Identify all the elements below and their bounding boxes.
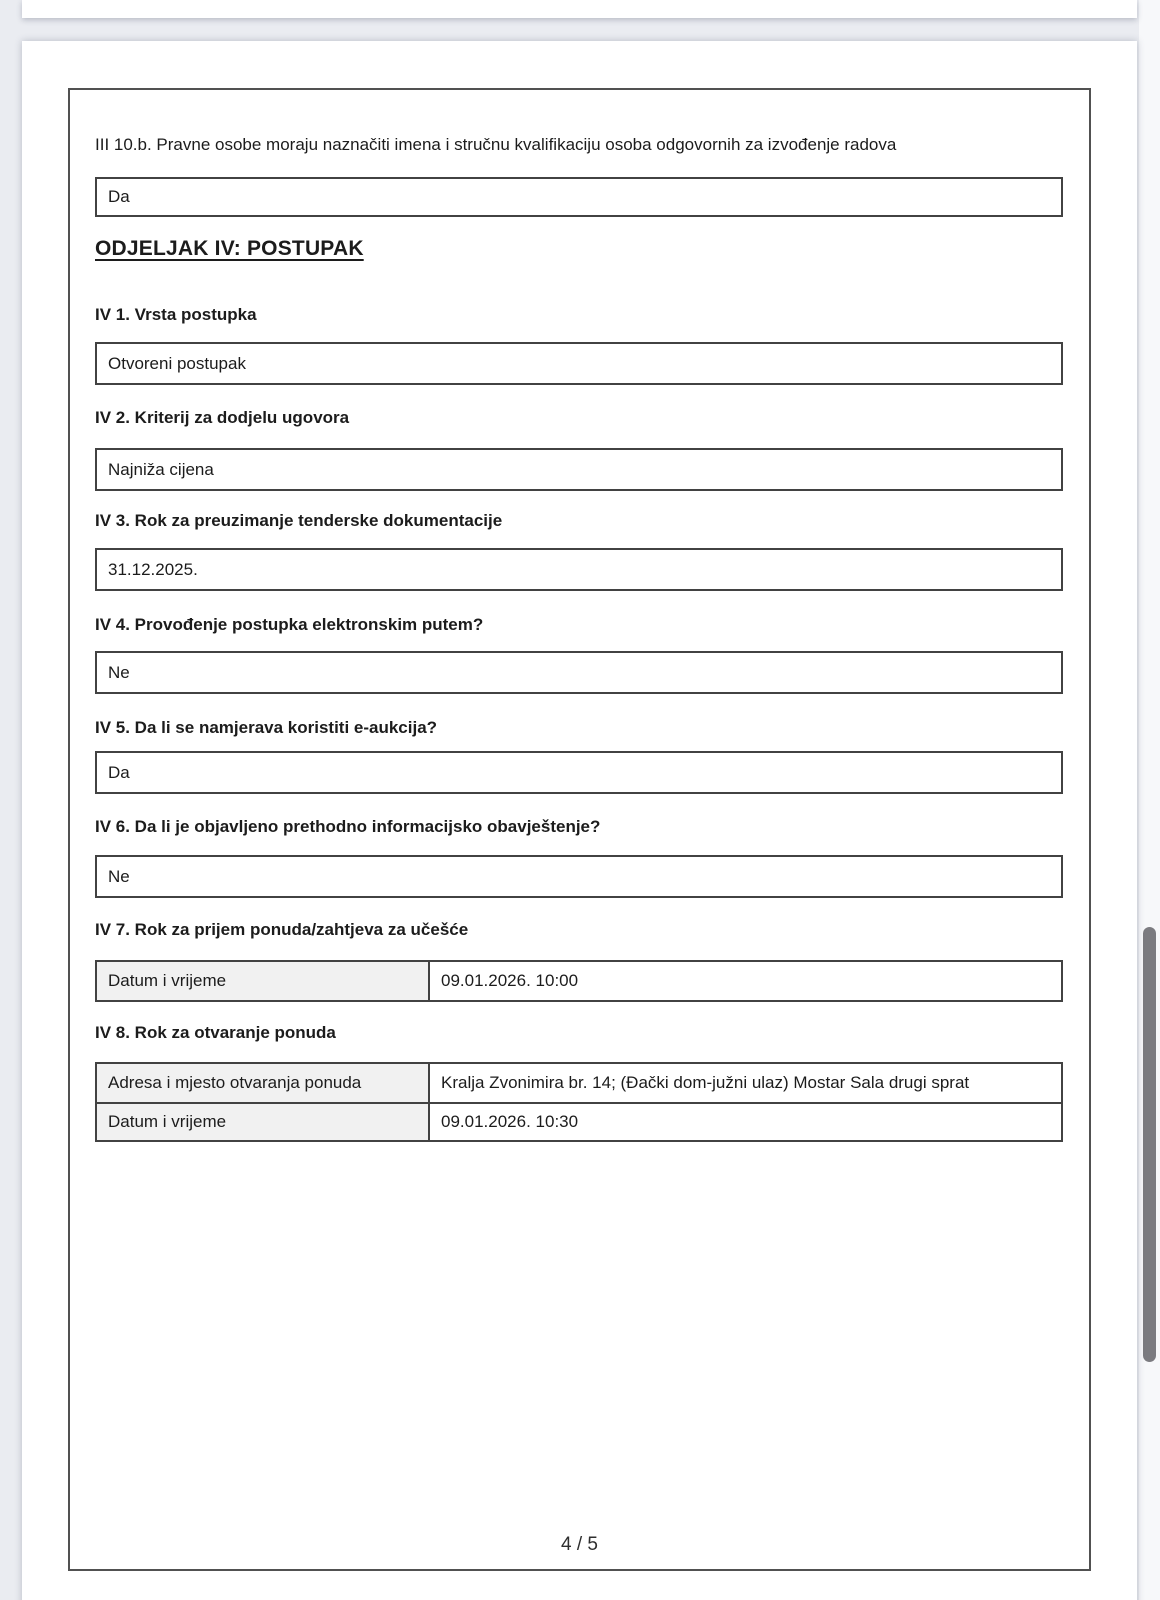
field-label-iv-6: IV 6. Da li je objavljeno prethodno informacijsko obavještenje? (95, 817, 601, 836)
page-number-indicator: 4 / 5 (561, 1534, 598, 1555)
field-value-iii-10b (95, 177, 1063, 217)
table-value-cell: 09.01.2026. 10:00 (441, 971, 579, 990)
field-value-iv-2 (95, 448, 1063, 491)
field-label-iv-5: IV 5. Da li se namjerava koristiti e-aukcija? (95, 718, 438, 737)
table-value-cell: 09.01.2026. 10:30 (441, 1112, 579, 1131)
field-label-iv-1: IV 1. Vrsta postupka (95, 305, 257, 324)
section-heading-odjeljak-iv: ODJELJAK IV: POSTUPAK (95, 237, 364, 260)
field-value-iv-3 (95, 548, 1063, 591)
table-key-cell: Datum i vrijeme (97, 1104, 430, 1140)
field-value-text: Da (108, 187, 130, 206)
field-value-text: Ne (108, 662, 130, 682)
field-label-iv-2: IV 2. Kriterij za dodjelu ugovora (95, 408, 350, 427)
previous-page-edge (22, 0, 1137, 18)
document-content-frame (68, 88, 1091, 1571)
document-page (22, 41, 1137, 1600)
field-label-iv-8: IV 8. Rok za otvaranje ponuda (95, 1023, 336, 1042)
table-iv-8 (95, 1062, 1063, 1142)
field-value-text: Najniža cijena (108, 459, 214, 479)
field-label-iv-3: IV 3. Rok za preuzimanje tenderske dokumentacije (95, 511, 503, 530)
field-label-iv-4: IV 4. Provođenje postupka elektronskim putem? (95, 615, 484, 634)
table-row (97, 1102, 1061, 1140)
field-value-iv-4 (95, 651, 1063, 694)
table-key-cell: Datum i vrijeme (97, 962, 430, 1000)
table-key-cell: Adresa i mjesto otvaranja ponuda (97, 1064, 430, 1102)
field-value-text: Otvoreni postupak (108, 353, 246, 373)
table-row (97, 962, 1061, 1000)
field-value-iv-5 (95, 751, 1063, 794)
table-row (97, 1064, 1061, 1102)
field-label-iv-7: IV 7. Rok za prijem ponuda/zahtjeva za učešće (95, 920, 469, 939)
field-value-text: Da (108, 762, 130, 782)
field-value-text: Ne (108, 866, 130, 886)
field-value-iv-1 (95, 342, 1063, 385)
field-value-iv-6 (95, 855, 1063, 898)
field-label-iii-10b: III 10.b. Pravne osobe moraju naznačiti imena i stručnu kvalifikaciju osoba odgovornih za izvođenje radova (95, 135, 897, 154)
field-value-text: 31.12.2025. (108, 559, 198, 579)
table-value-cell: Kralja Zvonimira br. 14; (Đački dom-južni ulaz) Mostar Sala drugi sprat (441, 1073, 970, 1092)
vertical-scrollbar-thumb[interactable] (1143, 927, 1156, 1362)
table-iv-7 (95, 960, 1063, 1002)
